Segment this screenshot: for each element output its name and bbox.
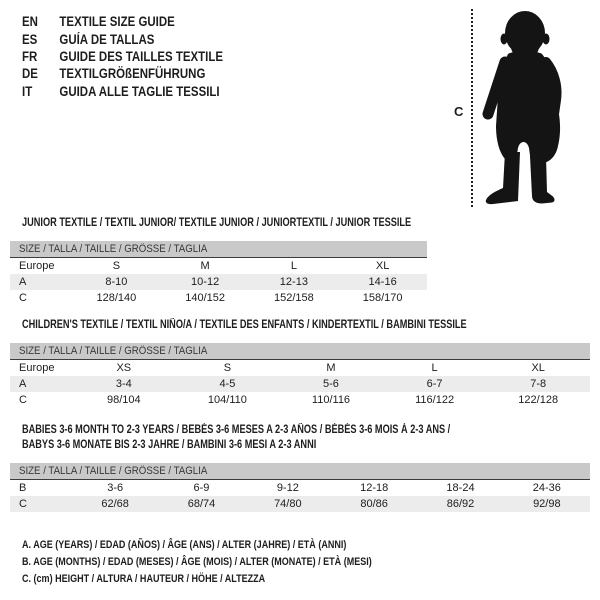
table-cell: 86/92 xyxy=(446,498,475,510)
table-cell: 8-10 xyxy=(105,276,128,288)
table-cell: M xyxy=(326,362,336,374)
row-label: A xyxy=(19,276,27,288)
language-code: DE xyxy=(22,66,38,82)
table-cell: 152/158 xyxy=(273,292,314,304)
row-label: Europe xyxy=(19,260,55,272)
guide-title-en: TEXTILE SIZE GUIDE xyxy=(59,14,175,30)
table-row-age-months xyxy=(10,480,590,496)
size-header-text: SIZE / TALLA / TAILLE / GRÖSSE / TAGLIA xyxy=(19,465,208,477)
row-label: C xyxy=(19,292,27,304)
table-row-height xyxy=(10,496,590,512)
language-row-es xyxy=(22,30,223,47)
language-row-it xyxy=(22,83,223,100)
table-cell: 98/104 xyxy=(106,394,141,406)
table-cell: 4-5 xyxy=(219,378,236,390)
table-cell: XS xyxy=(116,362,132,374)
table-cell: 12-18 xyxy=(360,482,389,494)
language-title-list xyxy=(22,13,259,100)
legend-age-months: B. AGE (MONTHS) / EDAD (MESES) / ÂGE (MOIS) / ALTER (MONATE) / ETÀ (MESI) xyxy=(22,556,372,568)
table-cell: 68/74 xyxy=(187,498,216,510)
language-code: IT xyxy=(22,83,33,99)
guide-title-it: GUIDA ALLE TAGLIE TESSILI xyxy=(59,83,220,99)
table-cell: L xyxy=(431,362,438,374)
table-cell: M xyxy=(200,260,210,272)
table-row-europe xyxy=(10,258,427,274)
size-header-bar xyxy=(10,463,590,480)
table-cell: 7-8 xyxy=(530,378,547,390)
legend-age-years: A. AGE (YEARS) / EDAD (AÑOS) / ÂGE (ANS) / ALTER (JAHRE) / ETÀ (ANNI) xyxy=(22,539,347,551)
height-measure-label: C xyxy=(454,104,464,119)
table-cell: 12-13 xyxy=(279,276,308,288)
row-label: C xyxy=(19,394,27,406)
table-cell: S xyxy=(112,260,121,272)
size-header-text: SIZE / TALLA / TAILLE / GRÖSSE / TAGLIA xyxy=(19,345,208,357)
guide-title-fr: GUIDE DES TAILLES TEXTILE xyxy=(59,48,224,64)
row-label: C xyxy=(19,498,27,510)
language-row-fr xyxy=(22,48,223,65)
size-header-bar xyxy=(10,343,590,360)
table-row-age xyxy=(10,274,427,290)
row-label: B xyxy=(19,482,27,494)
junior-size-table xyxy=(10,241,427,306)
size-header-bar xyxy=(10,241,427,258)
table-cell: 3-4 xyxy=(115,378,132,390)
table-cell: L xyxy=(290,260,297,272)
table-cell: 116/122 xyxy=(415,394,455,406)
table-cell: 122/128 xyxy=(518,394,559,406)
table-cell: S xyxy=(223,362,232,374)
language-code: FR xyxy=(22,48,38,64)
table-cell: 128/140 xyxy=(96,292,137,304)
table-row-europe xyxy=(10,360,590,376)
language-code: ES xyxy=(22,31,38,47)
table-cell: 6-9 xyxy=(193,482,210,494)
table-cell: XL xyxy=(375,260,390,272)
children-table-title: CHILDREN'S TEXTILE / TEXTIL NIÑO/A / TEXTILE DES ENFANTS / KINDERTEXTIL / BAMBINI TESSILE xyxy=(22,319,467,331)
table-row-height xyxy=(10,290,427,306)
row-label: Europe xyxy=(19,362,55,374)
table-cell: 140/152 xyxy=(185,292,225,304)
table-cell: 6-7 xyxy=(426,378,443,390)
table-cell: 92/98 xyxy=(533,498,561,510)
table-cell: 3-6 xyxy=(107,482,124,494)
babies-table-title xyxy=(22,423,450,453)
language-row-de xyxy=(22,65,223,82)
table-cell: 24-36 xyxy=(532,482,561,494)
junior-table-title: JUNIOR TEXTILE / TEXTIL JUNIOR/ TEXTILE JUNIOR / JUNIORTEXTIL / JUNIOR TESSILE xyxy=(22,217,412,229)
babies-title-line-2: BABYS 3-6 MONATE BIS 2-3 JAHRE / BAMBINI 3-6 MESI A 2-3 ANNI xyxy=(22,439,317,451)
table-cell: 14-16 xyxy=(368,276,397,288)
table-cell: 9-12 xyxy=(276,482,299,494)
table-cell: 104/110 xyxy=(207,394,247,406)
babies-size-table xyxy=(10,463,590,512)
table-row-height xyxy=(10,392,590,408)
row-label: A xyxy=(19,378,27,390)
table-cell: 18-24 xyxy=(446,482,475,494)
table-row-age xyxy=(10,376,590,392)
babies-title-line-1: BABIES 3-6 MONTH TO 2-3 YEARS / BEBÉS 3-6 MESES A 2-3 AÑOS / BÉBÉS 3-6 MOIS À 2-3 ANS / xyxy=(22,424,451,436)
table-cell: XL xyxy=(531,362,545,374)
toddler-silhouette-icon xyxy=(478,8,568,206)
guide-title-es: GUÍA DE TALLAS xyxy=(59,31,155,47)
table-cell: 158/170 xyxy=(362,292,403,304)
table-cell: 10-12 xyxy=(191,276,220,288)
table-cell: 62/68 xyxy=(101,498,129,510)
language-code: EN xyxy=(22,14,38,30)
measure-legend xyxy=(22,537,449,588)
size-header-text: SIZE / TALLA / TAILLE / GRÖSSE / TAGLIA xyxy=(19,243,208,255)
table-cell: 74/80 xyxy=(274,498,302,510)
language-row-en xyxy=(22,13,223,30)
guide-title-de: TEXTILGRÖßENFÜHRUNG xyxy=(59,66,206,82)
legend-height-cm: C. (cm) HEIGHT / ALTURA / HAUTEUR / HÖHE / ALTEZZA xyxy=(22,573,266,585)
children-size-table xyxy=(10,343,590,408)
table-cell: 110/116 xyxy=(311,394,351,406)
table-cell: 80/86 xyxy=(360,498,388,510)
height-dotted-line xyxy=(471,9,473,207)
table-cell: 5-6 xyxy=(323,378,339,390)
